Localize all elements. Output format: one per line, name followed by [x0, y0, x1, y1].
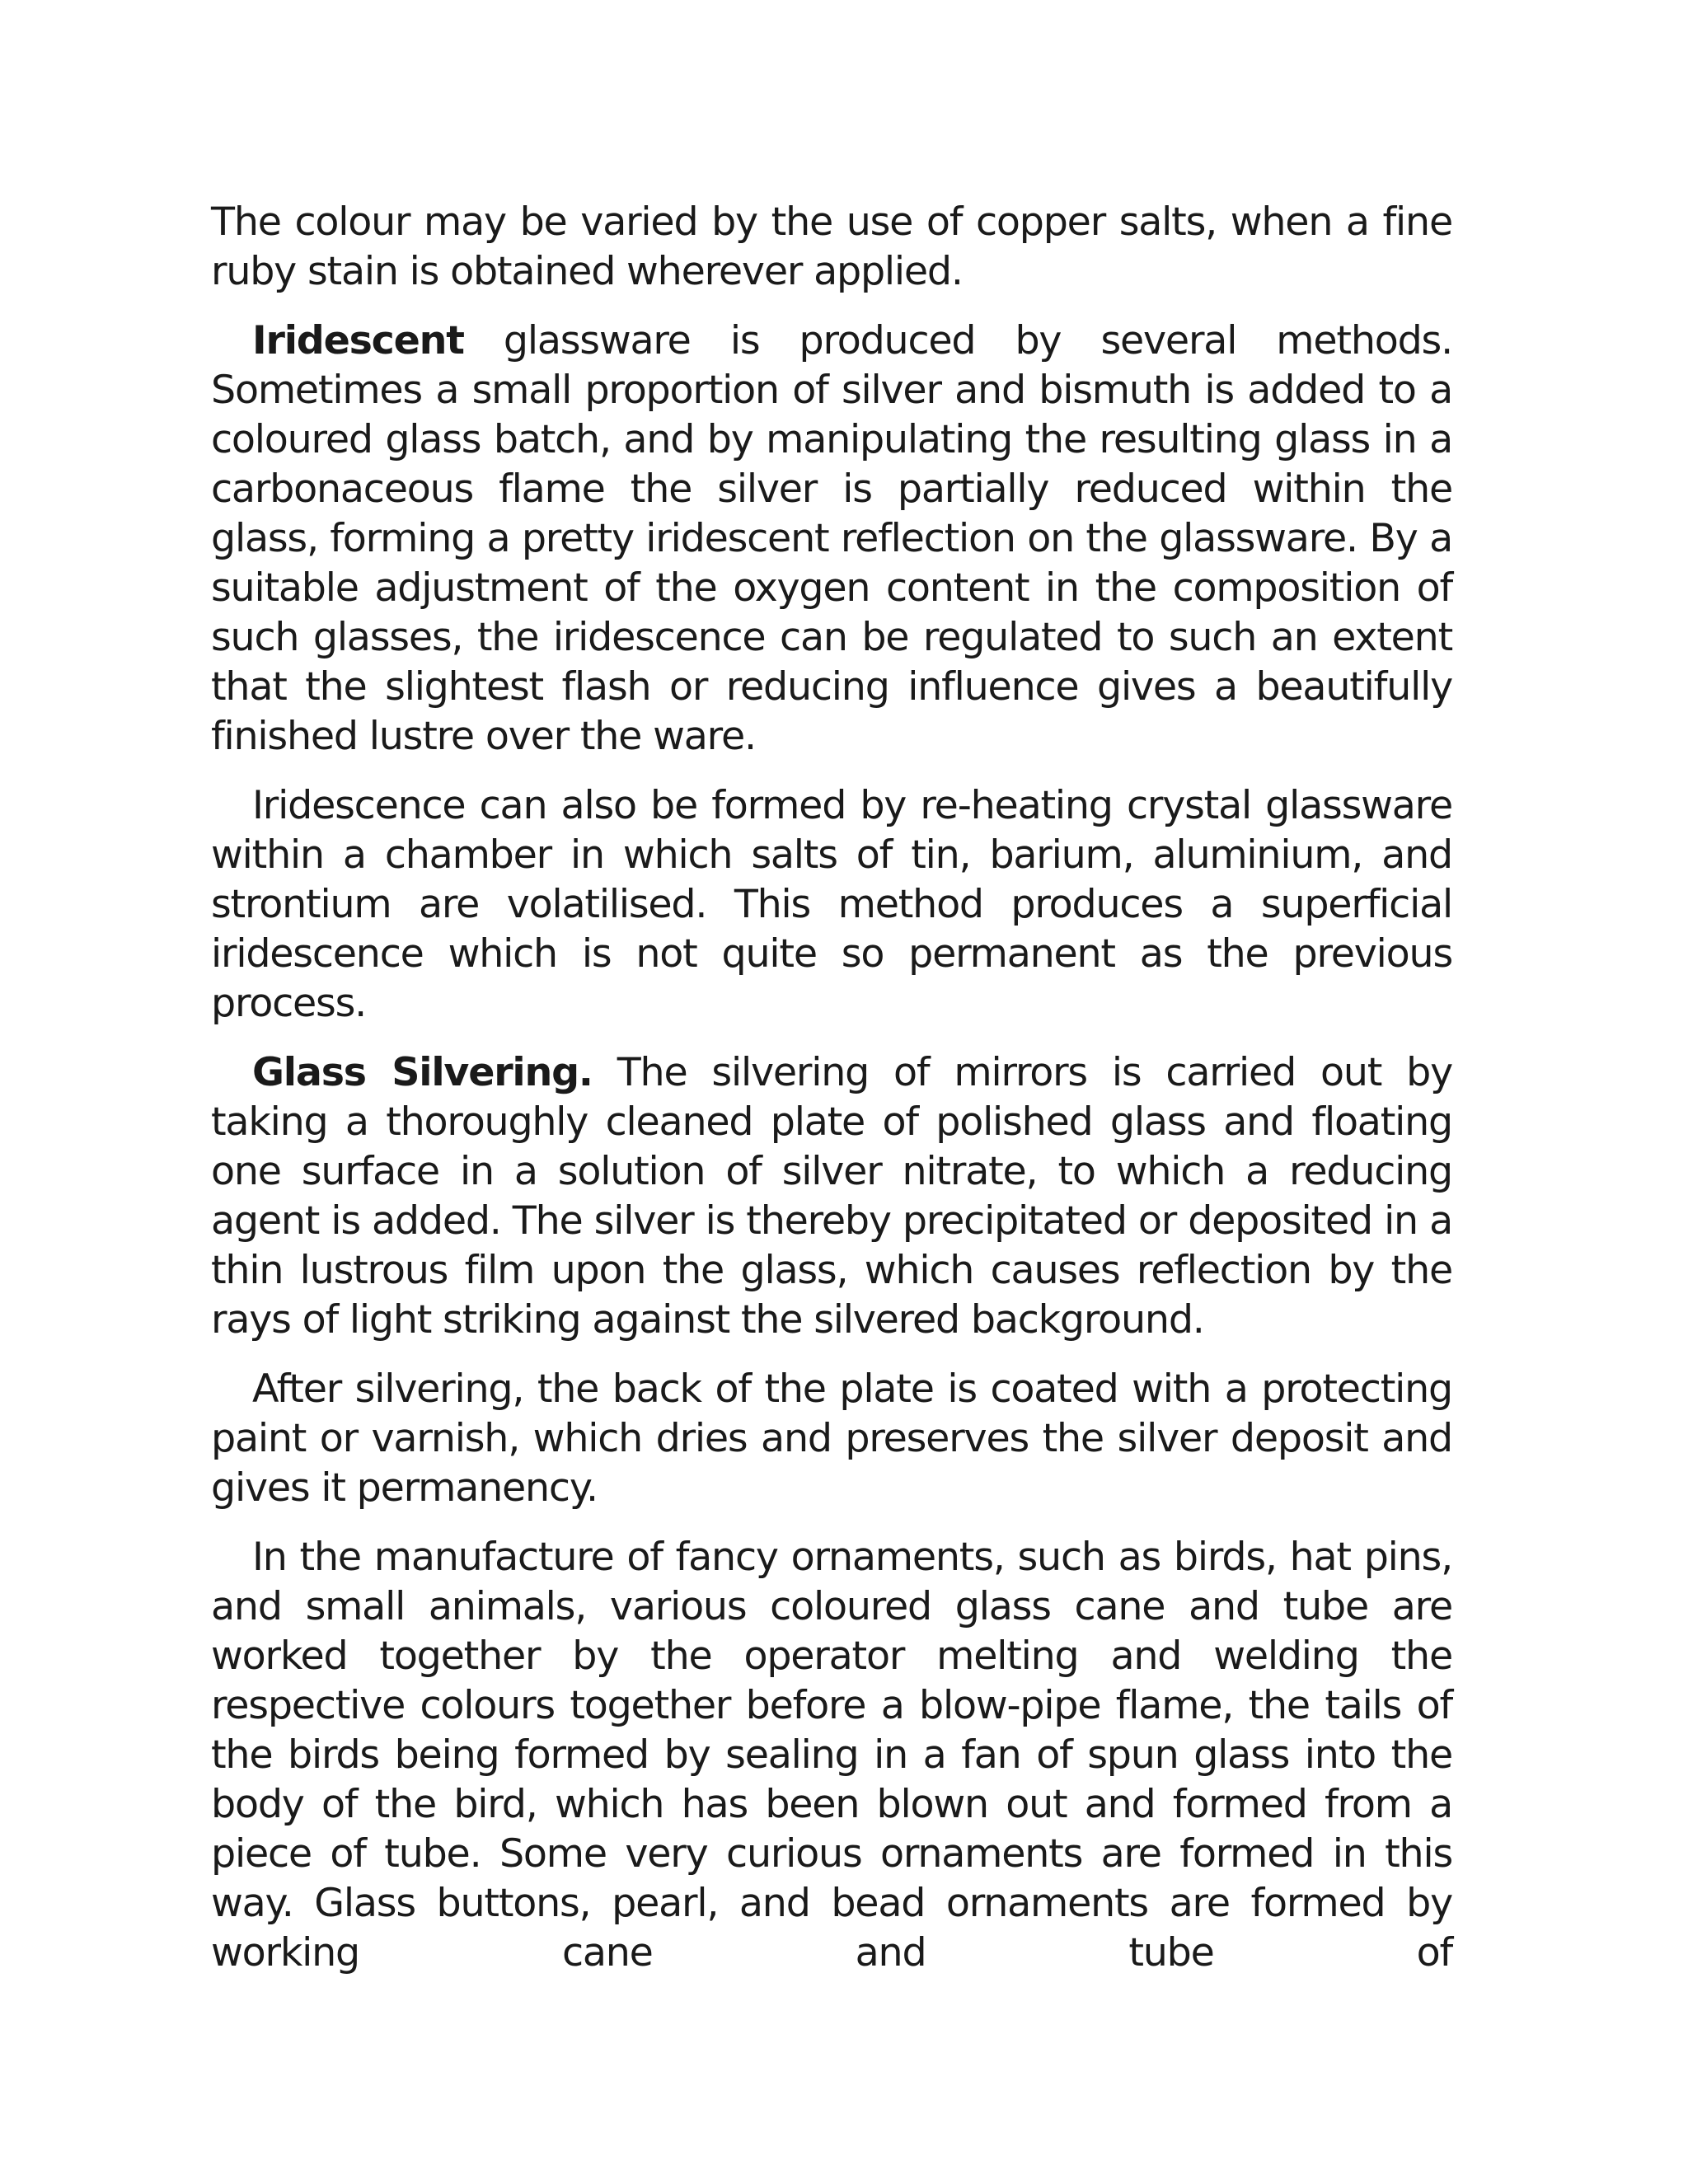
paragraph-text: The silvering of mirrors is carried out by taking a thoroughly cleaned plate of polished glass and floating one surface in a solution of silver nitrate, to which a reducing agent is added. The silver is thereby precipitated or deposited in a thin lustrous film upon the glass, which causes reflection by the rays of light striking against the silvered background. — [211, 1050, 1452, 1343]
paragraph-after-silvering — [211, 1365, 1452, 1513]
paragraph-text: Iridescence can also be formed by re-heating crystal glassware within a chamber in which salts of tin, barium, aluminium, and strontium are volatilised. This method produces a superficial iridescence which is not quite so permanent as the previous process. — [211, 783, 1452, 1026]
paragraph-copper-salts — [211, 198, 1452, 297]
paragraph-text: glassware is produced by several methods. Sometimes a small proportion of silver and bismuth is added to a coloured glass batch, and by manipulating the resulting glass in a carbonaceous flame the silver is partially reduced within the glass, forming a pretty iridescent reflection on the glassware. By a suitable adjustment of the oxygen content in the composition of such glasses, the iridescence can be regulated to such an extent that the slightest flash or reducing influence gives a beautifully finished lustre over the ware. — [211, 318, 1452, 759]
paragraph-text: After silvering, the back of the plate is coated with a protecting paint or varnish, which dries and preserves the silver deposit and gives it permanency. — [211, 1366, 1452, 1511]
paragraph-fancy-ornaments — [211, 1533, 1452, 1978]
paragraph-lead: Iridescent — [252, 318, 464, 363]
paragraph-glass-silvering — [211, 1048, 1452, 1345]
paragraph-lead: Glass Silvering. — [252, 1050, 593, 1095]
paragraph-iridescence-reheating — [211, 781, 1452, 1029]
page-body — [211, 198, 1452, 1978]
paragraph-text: The colour may be varied by the use of copper salts, when a fine ruby stain is obtained wherever applied. — [211, 199, 1452, 294]
paragraph-iridescent — [211, 316, 1452, 762]
paragraph-text: In the manufacture of fancy ornaments, such as birds, hat pins, and small animals, various coloured glass cane and tube are worked together by the operator melting and welding the respective colours together before a blow-pipe flame, the tails of the birds being formed by sealing in a fan of spun glass into the body of the bird, which has been blown out and formed from a piece of tube. Some very curious ornaments are formed in this way. Glass buttons, pearl, and bead ornaments are formed by working cane and tube of — [211, 1535, 1452, 1975]
